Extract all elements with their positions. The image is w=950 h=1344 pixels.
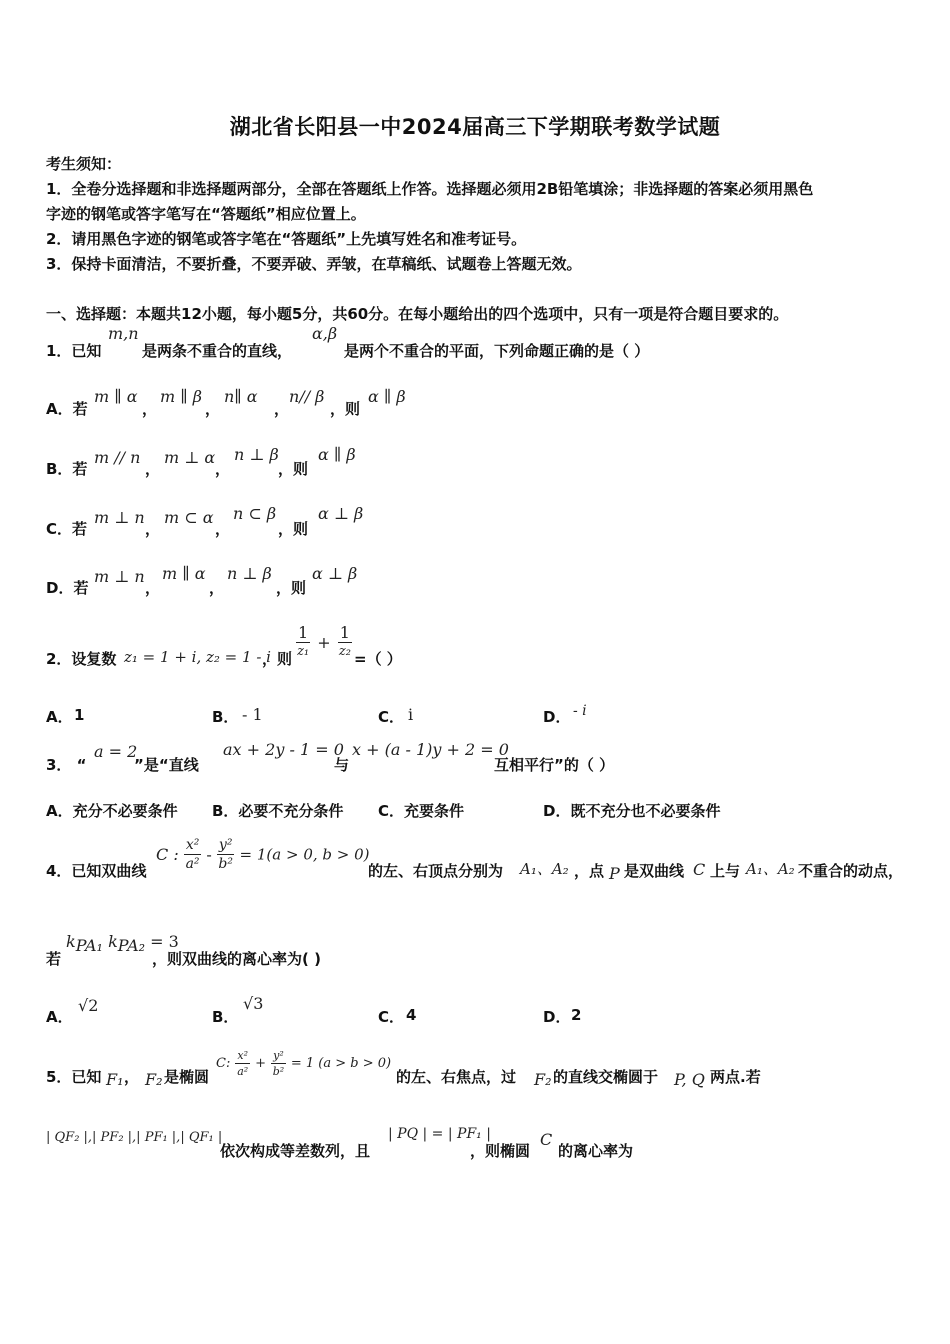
q3-option-d: D．既不充分也不必要条件 (543, 802, 721, 820)
q2-option-a-value: 1 (74, 706, 85, 724)
q5-condition: = 1 (a > b > 0) (290, 1056, 392, 1071)
q4-vertices: A₁、A₂ (520, 860, 569, 878)
q3-option-a: A．充分不必要条件 (46, 802, 178, 820)
q1-option-b-comma: ， (145, 460, 161, 478)
q5-prefix: 5．已知 (46, 1068, 102, 1086)
q2-option-d-value: - i (573, 703, 587, 719)
q4-mid-text-3: 是双曲线 (624, 862, 685, 880)
q1-option-c-label: C．若 (46, 520, 88, 538)
q5-fraction-x (235, 1048, 250, 1079)
q5-mid-text-4: 依次构成等差数列，且 (220, 1142, 371, 1160)
q4-mid-text-4: 上与 (710, 862, 741, 880)
q5-mid-text-5: ，则椭圆 (470, 1142, 531, 1160)
q5-fraction-y (271, 1048, 286, 1079)
q4-slope-1-sub: PA₁ (75, 936, 103, 956)
q2-then: ，则 (262, 650, 293, 668)
q1-option-c-then: ，则 (278, 520, 309, 538)
q4-mid-text: 的左、右顶点分别为 (368, 862, 504, 880)
notice-item-1-line-2: 字迹的钢笔或答字笔写在“答题纸”相应位置上。 (46, 205, 366, 223)
q1-option-b-comma: ， (215, 460, 231, 478)
q2-fraction-2-num: 1 (339, 623, 350, 642)
q1-option-d-comma: ， (209, 579, 225, 597)
q5-fraction-y-num: y² (273, 1049, 284, 1062)
q1-option-a-label: A．若 (46, 400, 88, 418)
q5-focus-2: F₂ (145, 1070, 163, 1089)
q5-mid-text-3: 的直线交椭圆于 (553, 1068, 659, 1086)
q2-option-b-label: B． (212, 708, 239, 726)
q2-option-c-value: i (408, 705, 414, 724)
q4-point-p: P (609, 864, 620, 883)
q1-prefix: 1．已知 (46, 342, 102, 360)
q5-focus-2-ref: F₂ (534, 1070, 552, 1089)
q1-planes-symbol: α,β (312, 324, 338, 343)
q1-option-b-cond-3: n ⊥ β (234, 445, 279, 464)
q4-prefix: 4．已知双曲线 (46, 862, 147, 880)
q2-prefix: 2．设复数 (46, 650, 117, 668)
q2-option-c-label: C． (378, 708, 405, 726)
notice-item-3: 3．保持卡面清洁，不要折叠，不要弄破、弄皱，在草稿纸、试题卷上答题无效。 (46, 255, 582, 273)
q4-curve-ref: C (693, 860, 706, 879)
q1-option-c-comma: ， (145, 520, 161, 538)
q5-points: P, Q (674, 1070, 705, 1089)
q4-option-d-value: 2 (571, 1006, 582, 1024)
q4-line-2-prefix: 若 (46, 950, 62, 968)
q4-condition: = 1(a > 0, b > 0) (239, 845, 370, 864)
q4-slope-2: k (108, 932, 118, 951)
q5-fraction-y-den: b² (272, 1065, 285, 1078)
q4-option-c-label: C． (378, 1008, 405, 1026)
q3-prefix: 3． “ (46, 756, 87, 774)
q2-fraction-2 (338, 624, 352, 661)
q1-option-c-comma: ， (215, 520, 231, 538)
q2-option-b-value: - 1 (242, 705, 263, 724)
q1-option-d-cond-2: m ∥ α (162, 564, 206, 583)
q5-fraction-x-den: a² (237, 1065, 249, 1078)
q1-option-b-cond-1: m // n (94, 448, 141, 467)
q1-lines-symbol: m,n (108, 324, 139, 343)
q4-option-a-label: A． (46, 1008, 73, 1026)
q4-option-b-value: √3 (243, 994, 264, 1013)
q1-option-d-cond-3: n ⊥ β (227, 564, 272, 583)
q5-curve-name: C: (216, 1056, 231, 1071)
q5-focus-1: F₁ (106, 1070, 124, 1089)
q3-option-c: C．充要条件 (378, 802, 465, 820)
q4-option-b-label: B． (212, 1008, 239, 1026)
q5-ellipse-equation (216, 1048, 391, 1079)
q1-option-c-cond-1: m ⊥ n (94, 508, 145, 527)
q1-option-a-then: ，则 (330, 400, 361, 418)
q5-equality: | PQ | = | PF₁ | (388, 1126, 491, 1142)
q3-question-end: 互相平行”的（ ） (494, 756, 615, 774)
q4-slope-1: k (66, 932, 76, 951)
q4-minus: - (206, 845, 212, 864)
q1-option-a-cond-1: m ∥ α (94, 387, 138, 406)
q4-hyperbola-equation (156, 836, 370, 873)
q4-curve-name: C : (156, 845, 179, 864)
q1-option-b-cond-2: m ⊥ α (164, 448, 216, 467)
q1-option-a-comma: ， (274, 400, 290, 418)
q2-fraction-1-den: z₁ (297, 644, 310, 659)
page-title: 湖北省长阳县一中2024届高三下学期联考数学试题 (229, 115, 721, 139)
q2-fraction-2-den: z₂ (338, 644, 351, 659)
q3-option-b: B．必要不充分条件 (212, 802, 344, 820)
q2-fraction-1-num: 1 (298, 623, 309, 642)
q4-option-d-label: D． (543, 1008, 571, 1026)
q1-option-c-cond-3: n ⊂ β (233, 504, 277, 523)
q4-fraction-y (217, 836, 235, 873)
q1-option-a-cond-4: n// β (289, 387, 325, 406)
q4-fraction-x (184, 836, 202, 873)
q1-option-b-result: α ∥ β (318, 445, 356, 464)
q1-option-b-then: ，则 (278, 460, 309, 478)
q2-option-d-label: D． (543, 708, 571, 726)
notice-heading: 考生须知： (46, 155, 122, 173)
q5-line-2-end: 的离心率为 (558, 1142, 634, 1160)
q2-fraction-1 (296, 624, 310, 661)
q3-mid-text-2: 与 (334, 756, 350, 774)
q4-fraction-y-den: b² (218, 856, 233, 872)
q2-option-a-label: A． (46, 708, 73, 726)
q1-option-d-label: D．若 (46, 579, 89, 597)
q5-sequence: | QF₂ |,| PF₂ |,| PF₁ |,| QF₁ | (46, 1130, 223, 1145)
section-heading: 一、选择题：本题共12小题，每小题5分，共60分。在每小题给出的四个选项中，只有一项是符合题目要求的。 (46, 305, 789, 323)
q1-option-d-comma: ， (145, 579, 161, 597)
q1-option-d-then: ，则 (276, 579, 307, 597)
q1-option-a-comma: ， (142, 400, 158, 418)
q2-question-end: =（ ） (354, 650, 402, 668)
q5-fraction-x-num: x² (237, 1049, 249, 1062)
q3-line-1: ax + 2y - 1 = 0 (223, 740, 344, 759)
notice-item-1-line-1: 1．全卷分选择题和非选择题两部分，全部在答题纸上作答。选择题必须用2B铅笔填涂；非选择题的答案必须用黑色 (46, 180, 814, 198)
q3-mid-text-1: ”是“直线 (134, 756, 199, 774)
notice-item-2: 2．请用黑色字迹的钢笔或答字笔在“答题纸”上先填写姓名和准考证号。 (46, 230, 527, 248)
q1-mid-text: 是两条不重合的直线， (142, 342, 293, 360)
q4-slope-equals: = 3 (150, 932, 179, 951)
q4-mid-end: 不重合的动点， (798, 862, 904, 880)
q4-fraction-x-num: x² (185, 837, 200, 853)
q2-complex-numbers: z₁ = 1 + i, z₂ = 1 - i (124, 648, 271, 666)
q1-option-d-cond-1: m ⊥ n (94, 567, 145, 586)
q4-fraction-y-num: y² (218, 837, 233, 853)
q4-option-c-value: 4 (406, 1006, 417, 1024)
q1-option-a-comma: ， (205, 400, 221, 418)
q1-question-text: 是两个不重合的平面，下列命题正确的是（ ） (344, 342, 650, 360)
q4-slope-2-sub: PA₂ (117, 936, 146, 956)
q4-mid-text-2: ，点 (574, 862, 605, 880)
q5-plus: + (255, 1056, 267, 1071)
q1-option-d-result: α ⊥ β (312, 564, 358, 583)
q4-vertices-2: A₁、A₂ (746, 860, 795, 878)
q1-option-a-cond-2: m ∥ β (160, 387, 202, 406)
q1-option-a-result: α ∥ β (368, 387, 406, 406)
q5-curve-ref: C (540, 1130, 553, 1149)
q4-option-a-value: √2 (78, 996, 99, 1015)
q1-option-b-label: B．若 (46, 460, 88, 478)
q2-plus: + (317, 633, 331, 652)
q5-mid-text-2: 的左、右焦点，过 (396, 1068, 517, 1086)
q5-comma: ， (124, 1068, 140, 1086)
q5-line-1-end: 两点.若 (710, 1068, 761, 1086)
q4-fraction-x-den: a² (185, 856, 200, 872)
q5-mid-text: 是椭圆 (164, 1068, 210, 1086)
q3-condition: a = 2 (94, 742, 138, 761)
q4-line-2-end: ，则双曲线的离心率为( ) (152, 950, 321, 968)
q2-expression (296, 624, 352, 661)
q1-option-a-cond-3: n∥ α (224, 387, 258, 406)
q1-option-c-result: α ⊥ β (318, 504, 364, 523)
q3-line-2: x + (a - 1)y + 2 = 0 (352, 740, 509, 759)
q1-option-c-cond-2: m ⊂ α (164, 508, 214, 527)
